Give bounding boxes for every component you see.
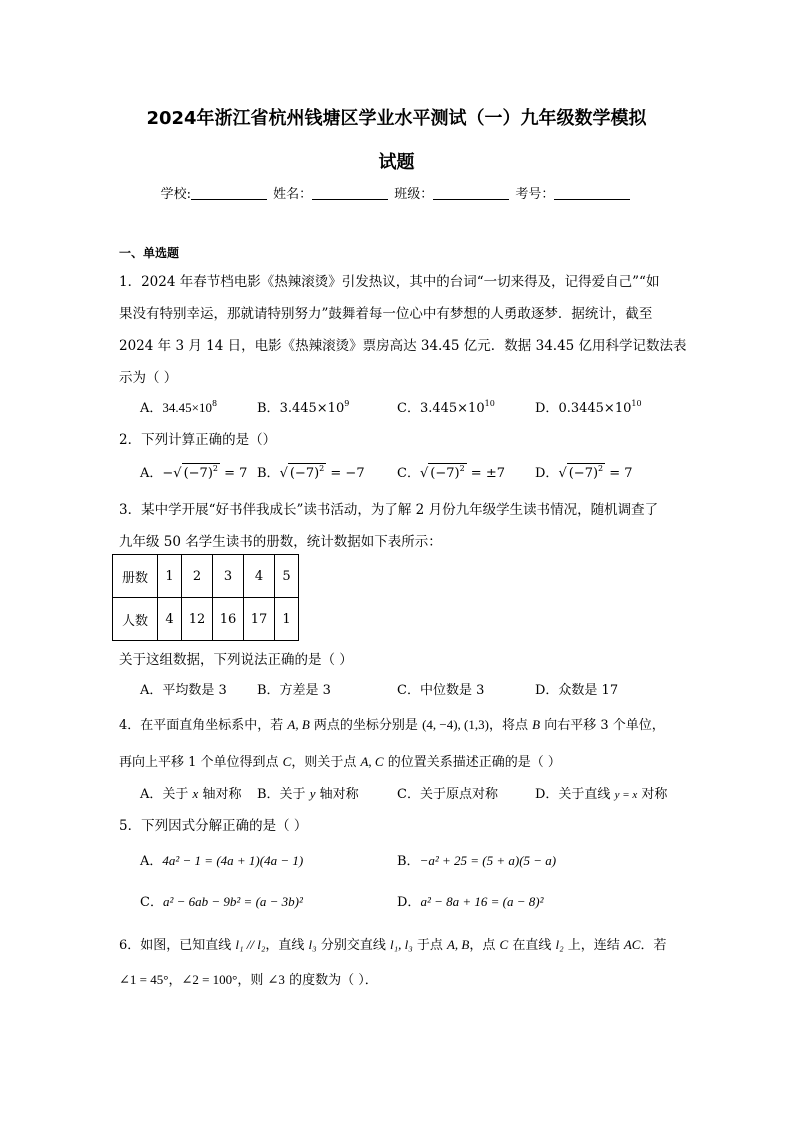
sqrt-icon: √	[279, 466, 288, 481]
q4-option-d-var: y = x	[614, 789, 638, 801]
name-blank[interactable]	[312, 187, 388, 200]
q4-option-a-text: 轴对称	[198, 787, 242, 802]
q4-text: ，则关于点	[291, 755, 361, 770]
q2-option-a[interactable]	[140, 462, 247, 481]
q6-text: ，	[168, 973, 182, 988]
q6-text: 分别交直线	[316, 938, 390, 953]
q3-line-1: 3．某中学开展“好书伴我成长”读书活动，为了解 2 月份九年级学生读书情况，随机调查了	[119, 502, 659, 518]
q1-line-1: 1．2024 年春节档电影《热辣滚烫》引发热议，其中的台词“一切来得及，记得爱自己”“如	[119, 274, 660, 290]
q4-math: A, C	[360, 754, 384, 769]
q6-text: 上，连结	[563, 938, 624, 953]
q2-option-d[interactable]	[535, 462, 633, 481]
q1-option-b[interactable]	[257, 397, 349, 416]
q5-option-d[interactable]	[397, 891, 543, 910]
q1-line-4: 示为（ ）	[119, 370, 178, 386]
q4-text: 向右平移 3 个单位，	[540, 718, 665, 733]
class-blank[interactable]	[433, 187, 509, 200]
q5-option-a-expr: 4a² − 1 = (4a + 1)(4a − 1)	[162, 853, 304, 868]
q3-option-b[interactable]: B．方差是 3	[257, 683, 331, 698]
table-row	[113, 555, 299, 598]
q5-option-d-expr: a² − 8a + 16 = (a − 8)²	[420, 894, 544, 909]
q4-math: B	[532, 717, 541, 732]
q4-option-b-text: B．关于	[257, 787, 310, 802]
section-heading: 一、单选题	[119, 246, 180, 260]
q5-option-b[interactable]	[397, 850, 556, 869]
q1-option-b-exp: 9	[344, 399, 350, 408]
q2-option-c-label: C．	[397, 466, 420, 481]
q4-math: C	[282, 754, 292, 769]
q1-option-b-base: 3.445×10	[279, 401, 345, 416]
q4-option-d[interactable]	[535, 783, 667, 802]
q6-math: ∠3	[267, 972, 285, 987]
q6-math: l₂	[555, 937, 564, 952]
table-cell: 3	[213, 555, 244, 598]
q6-line-2	[119, 969, 378, 988]
q2-option-b-exp: 2	[319, 464, 325, 473]
q3-option-c[interactable]: C．中位数是 3	[397, 683, 485, 698]
q5-option-c-expr: a² − 6ab − 9b² = (a − 3b)²	[162, 894, 303, 909]
number-blank[interactable]	[554, 187, 630, 200]
q6-text: ．若	[640, 938, 667, 953]
sqrt-icon: √	[558, 466, 567, 481]
q4-text: 再向上平移 1 个单位得到点	[119, 755, 283, 770]
q2-option-b-radicand: (−7)	[289, 466, 320, 481]
q6-math: AC	[623, 937, 641, 952]
q3-option-d[interactable]: D．众数是 17	[535, 683, 619, 698]
q6-text: 于点	[412, 938, 447, 953]
table-cell: 册数	[113, 555, 158, 598]
q3-after-table: 关于这组数据，下列说法正确的是（ ）	[119, 652, 353, 668]
q2-option-c-exp: 2	[459, 464, 465, 473]
q4-option-d-text: D．关于直线	[535, 787, 615, 802]
q6-math: A, B	[446, 937, 470, 952]
q6-math: ∠1 = 45°	[119, 972, 169, 987]
q6-text: ，则	[237, 973, 268, 988]
page-title-continued: 试题	[378, 152, 415, 173]
table-cell: 1	[275, 598, 299, 641]
table-cell: 12	[182, 598, 213, 641]
q6-math: ∠2 = 100°	[181, 972, 238, 987]
page-title: 2024年浙江省杭州钱塘区学业水平测试（一）九年级数学模拟	[146, 108, 647, 129]
q1-option-a-label: A．	[140, 401, 163, 416]
q5-option-b-label: B．	[397, 854, 420, 869]
q6-text: 6．如图，已知直线	[119, 938, 236, 953]
q2-stem: 2．下列计算正确的是（）	[119, 432, 277, 448]
q2-option-a-minus: −	[162, 466, 174, 481]
q4-option-d-text: 对称	[637, 787, 668, 802]
q2-option-a-label: A．	[140, 466, 163, 481]
q1-option-a-exp: 8	[211, 399, 218, 408]
q1-option-a-base: 34.45×10	[162, 400, 212, 415]
number-label: 考号：	[515, 187, 555, 202]
q4-option-a[interactable]	[140, 783, 241, 802]
class-label: 班级：	[394, 187, 434, 202]
q1-option-c-exp: 10	[484, 399, 495, 408]
table-cell: 16	[213, 598, 244, 641]
q5-stem: 5．下列因式分解正确的是（ ）	[119, 818, 308, 834]
q4-line-2	[119, 751, 561, 770]
q1-line-2: 果没有特别幸运，那就请特别努力”鼓舞着每一位心中有梦想的人勇敢逐梦．据统计，截至	[119, 306, 653, 322]
q6-text: ，点	[469, 938, 500, 953]
q6-line-1	[119, 934, 667, 953]
q2-option-b-result: = −7	[326, 466, 365, 481]
q1-option-a[interactable]	[140, 397, 217, 416]
q6-text: ，直线	[265, 938, 309, 953]
q2-option-d-label: D．	[535, 466, 559, 481]
q4-math: A, B	[287, 717, 310, 732]
q2-option-a-exp: 2	[212, 464, 218, 473]
q2-option-b[interactable]	[257, 462, 365, 481]
q5-option-d-label: D．	[397, 895, 421, 910]
q2-option-a-result: = 7	[220, 466, 248, 481]
q2-option-b-label: B．	[257, 466, 280, 481]
school-label: 学校:	[160, 187, 191, 202]
table-cell: 4	[158, 598, 182, 641]
q1-option-c-label: C．	[397, 401, 420, 416]
q4-text: ，将点	[488, 718, 533, 733]
q2-option-c-radicand: (−7)	[430, 466, 460, 481]
q1-option-c[interactable]	[397, 397, 495, 416]
q4-line-1	[119, 714, 665, 733]
q4-option-b-var: y	[309, 786, 316, 801]
q5-option-a[interactable]	[140, 850, 303, 869]
q4-text: 的位置关系描述正确的是（ ）	[383, 755, 561, 770]
table-cell: 人数	[113, 598, 158, 641]
q2-option-c-result: = ±7	[466, 466, 505, 481]
q6-text: 的度数为（ ）．	[284, 973, 378, 988]
q2-option-c[interactable]	[397, 462, 505, 481]
data-table	[112, 554, 299, 641]
q4-math: (4, −4), (1,3)	[422, 717, 489, 732]
q1-option-d-base: 0.3445×10	[558, 401, 632, 416]
q1-option-d-label: D．	[535, 401, 559, 416]
school-blank[interactable]	[191, 187, 267, 200]
q6-math: l₁ // l₂	[235, 937, 266, 952]
q6-math: l₃	[308, 937, 317, 952]
q3-option-a[interactable]: A．平均数是 3	[140, 683, 227, 698]
table-cell: 5	[275, 555, 299, 598]
table-row	[113, 598, 299, 641]
q5-option-c[interactable]	[140, 891, 303, 910]
table-cell: 17	[244, 598, 275, 641]
q2-option-d-exp: 2	[598, 464, 604, 473]
table-cell: 4	[244, 555, 275, 598]
q1-option-b-label: B．	[257, 401, 280, 416]
q6-math: C	[499, 937, 509, 952]
q1-option-c-base: 3.445×10	[419, 401, 485, 416]
q4-option-c[interactable]: C．关于原点对称	[397, 787, 498, 802]
q4-option-a-var: x	[192, 786, 199, 801]
q2-option-a-radicand: (−7)	[183, 466, 213, 481]
q5-option-c-label: C．	[140, 895, 163, 910]
sqrt-icon: √	[419, 466, 429, 481]
q4-option-a-text: A．关于	[140, 787, 193, 802]
table-cell: 2	[182, 555, 213, 598]
student-info	[0, 183, 793, 202]
q5-option-b-expr: −a² + 25 = (5 + a)(5 − a)	[419, 853, 557, 868]
q1-option-d[interactable]	[535, 397, 642, 416]
q6-text: 在直线	[508, 938, 556, 953]
table-cell: 1	[158, 555, 182, 598]
q3-line-2: 九年级 50 名学生读书的册数，统计数据如下表所示：	[119, 534, 442, 550]
q2-option-d-radicand: (−7)	[568, 466, 599, 481]
q4-option-b-text: 轴对称	[315, 787, 359, 802]
q4-text: 4．在平面直角坐标系中，若	[119, 718, 288, 733]
sqrt-icon: √	[173, 466, 182, 481]
q4-option-b[interactable]	[257, 783, 359, 802]
q4-text: 两点的坐标分别是	[309, 718, 423, 733]
name-label: 姓名：	[273, 187, 313, 202]
q1-line-3: 2024 年 3 月 14 日，电影《热辣滚烫》票房高达 34.45 亿元．数据 34.45 亿用科学记数法表	[119, 338, 687, 354]
q1-option-d-exp: 10	[631, 399, 642, 408]
q5-option-a-label: A．	[140, 854, 163, 869]
q2-option-d-result: = 7	[605, 466, 633, 481]
q6-math: l₁, l₃	[389, 937, 413, 952]
